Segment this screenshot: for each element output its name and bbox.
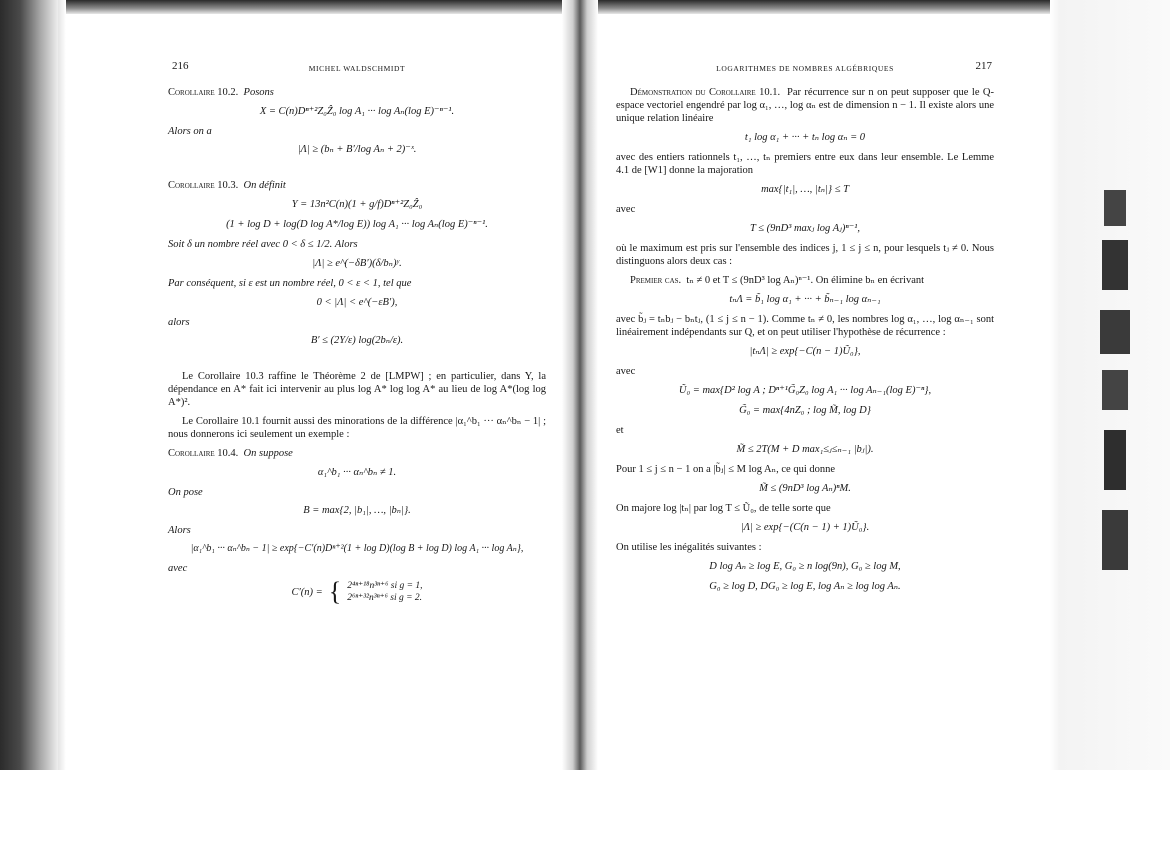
equation-U0: Ũ₀ = max{D² log A ; Dⁿ⁺¹G̃₀Z₀ log A₁ ··· log Aₙ₋₁(log E)⁻ⁿ}, [678, 385, 932, 396]
equation-lambda-2: |Λ| ≥ e^(−δB′)(δ/bₙ)ʸ. [312, 258, 402, 269]
equation-M-tilde-2: M̃ ≤ (9nD³ log Aₙ)ⁿM. [759, 483, 851, 494]
equation-final-lambda: |Λ| ≥ exp{−(C(n − 1) + 1)Ũ₀}. [740, 522, 870, 533]
label-avec: avec [168, 563, 188, 574]
equation-lambda-1: |Λ| ≥ (bₙ + B′/log Aₙ + 2)⁻ˣ. [297, 144, 417, 155]
corollary-10-3 [168, 179, 546, 192]
equation-main-bound: |α₁^b₁ ··· αₙ^bₙ − 1| ≥ exp{−C′(n)Dⁿ⁺²(1 + log D)(log B + log D) log A₁ ··· log Aₙ}, [190, 543, 524, 554]
corollary-intro: On suppose [243, 448, 293, 459]
brace-glyph: { [328, 577, 342, 606]
corollary-heading: Corollaire 10.2. [168, 87, 239, 98]
paragraph-avec-b: avec b̃ⱼ = tₙbⱼ − bₙtⱼ, (1 ≤ j ≤ n − 1). Comme tₙ ≠ 0, les nombres log α₁, …, log αₙ₋₁ sont linéairement indépendants sur Q, et on peut utiliser l'hypothèse de récurrence : [616, 314, 994, 338]
label-alors-on-a: Alors on a [168, 126, 212, 137]
equation-C-case-1: 2⁴ⁿ⁺¹⁸n³ⁿ⁺⁶ si g = 1, [347, 581, 423, 591]
paragraph-ou: où le maximum est pris sur l'ensemble des indices j, 1 ≤ j ≤ n, pour lesquels tⱼ ≠ 0. Nous distinguons alors deux cas : [616, 243, 994, 267]
equation-recurrence: |tₙΛ| ≥ exp{−C(n − 1)Ũ₀}, [749, 346, 861, 357]
label-alors: alors [168, 317, 190, 328]
paragraph-inegalites: On utilise les inégalités suivantes : [616, 542, 762, 553]
equation-X: X = C(n)Dⁿ⁺²Z₀Ẑ₀ log A₁ ··· log Aₙ(log E)⁻ⁿ⁻¹. [259, 106, 455, 117]
scan-left-shadow [0, 0, 58, 848]
corollary-intro: Posons [243, 87, 274, 98]
scan-left-margin [58, 0, 66, 848]
label-avec-2: avec [616, 366, 636, 377]
demonstration-text: Par récurrence sur n on peut supposer que le Q-espace vectoriel engendré par log α₁, …, log αₙ est de dimension n − 1. Il existe alors une unique relation linéaire [616, 87, 994, 124]
left-page-header [168, 60, 546, 74]
paragraph-entiers: avec des entiers rationnels t₁, …, tₙ premiers entre eux dans leur ensemble. Le Lemme 4.1 de [W1] donne la majoration [616, 152, 994, 176]
equation-T: T ≤ (9nD³ maxⱼ log Aⱼ)ⁿ⁻¹, [749, 223, 861, 234]
equation-max-t: max{|t₁|, …, |tₙ|} ≤ T [761, 184, 849, 195]
equation-Y-line-2: (1 + log D + log(D log A*/log E)) log A₁ ··· log Aₙ(log E)⁻ⁿ⁻¹. [226, 219, 488, 230]
soit-delta-text: Soit δ un nombre réel avec 0 < δ ≤ 1/2. Alors [168, 239, 358, 250]
equation-C-cases [347, 580, 422, 604]
label-alors-2: Alors [168, 525, 191, 536]
label-avec-1: avec [616, 204, 636, 215]
equation-Y-line-1: Y = 13n²C(n)(1 + g/f)Dⁿ⁺²Z₀Ẑ₀ [291, 199, 423, 210]
running-head: LOGARITHMES DE NOMBRES ALGÉBRIQUES [716, 64, 894, 73]
equation-C-case-2: 2⁶ⁿ⁺³²n³ⁿ⁺⁶ si g = 2. [347, 593, 423, 603]
premier-cas-heading: Premier cas. [630, 275, 682, 286]
premier-cas-text: tₙ ≠ 0 et T ≤ (9nD³ log Aₙ)ⁿ⁻¹. On élimine bₙ en écrivant [686, 275, 925, 286]
equation-M-tilde: M̃ ≤ 2T(M + D max₁≤ⱼ≤ₙ₋₁ |bⱼ|). [736, 444, 874, 455]
equation-C-lhs: C′(n) = [291, 586, 323, 598]
paragraph-2: Le Corollaire 10.1 fournit aussi des minorations de la différence |α₁^b₁ ··· αₙ^bₙ − 1| ; nous donnerons ici seulement un exemple : [168, 416, 546, 440]
equation-tn-lambda: tₙΛ = b̃₁ log α₁ + ··· + b̃ₙ₋₁ log αₙ₋₁ [729, 294, 881, 305]
equation-G0: G̃₀ = max{4nZ₀ ; log M̃, log D} [739, 405, 871, 416]
corollary-heading: Corollaire 10.4. [168, 448, 239, 459]
page-bottom-margin [0, 770, 1170, 848]
equation-C-prime [168, 579, 546, 605]
equation-alpha-product: α₁^b₁ ··· αₙ^bₙ ≠ 1. [317, 467, 397, 478]
corollary-10-4 [168, 447, 546, 460]
par-consequent-text: Par conséquent, si ε est un nombre réel, 0 < ε < 1, tel que [168, 278, 412, 289]
right-page-header [616, 60, 994, 74]
equation-epsilon: 0 < |Λ| < e^(−εB′), [316, 297, 398, 308]
paragraph-1: Le Corollaire 10.3 raffine le Théorème 2 de [LMPW] ; en particulier, dans Y, la dépendance en A* fait ici intervenir au plus log A* log log A* au lieu de log A*(log log A*)². [168, 371, 546, 408]
right-page [616, 60, 994, 600]
running-head: MICHEL WALDSCHMIDT [308, 64, 406, 73]
paragraph-pour: Pour 1 ≤ j ≤ n − 1 on a |b̃ⱼ| ≤ M log Aₙ, ce qui donne [616, 464, 836, 475]
book-gutter [562, 0, 598, 770]
left-page [168, 60, 546, 605]
equation-inequalities-2: G₀ ≥ log D, DG₀ ≥ log E, log Aₙ ≥ log log Aₙ. [709, 581, 901, 592]
equation-inequalities-1: D log Aₙ ≥ log E, G₀ ≥ n log(9n), G₀ ≥ log M, [709, 561, 901, 572]
spine-lettering-artifact [1084, 180, 1144, 580]
corollary-intro: On définit [243, 180, 286, 191]
premier-cas-paragraph [616, 274, 994, 287]
equation-B-max: B = max{2, |b₁|, …, |bₙ|}. [303, 505, 411, 516]
page-number: 217 [975, 60, 992, 72]
paragraph-majore: On majore log |tₙ| par log T ≤ Ũ₀, de telle sorte que [616, 503, 831, 514]
demonstration-paragraph [616, 86, 994, 125]
equation-B-prime: B′ ≤ (2Y/ε) log(2bₙ/ε). [310, 335, 404, 346]
corollary-heading: Corollaire 10.3. [168, 180, 239, 191]
page-number: 216 [172, 60, 189, 72]
label-et: et [616, 425, 624, 436]
demonstration-heading: Démonstration du Corollaire 10.1. [630, 87, 781, 98]
label-on-pose: On pose [168, 487, 203, 498]
corollary-10-2 [168, 86, 546, 99]
equation-linear-relation: t₁ log α₁ + ··· + tₙ log αₙ = 0 [744, 132, 866, 143]
